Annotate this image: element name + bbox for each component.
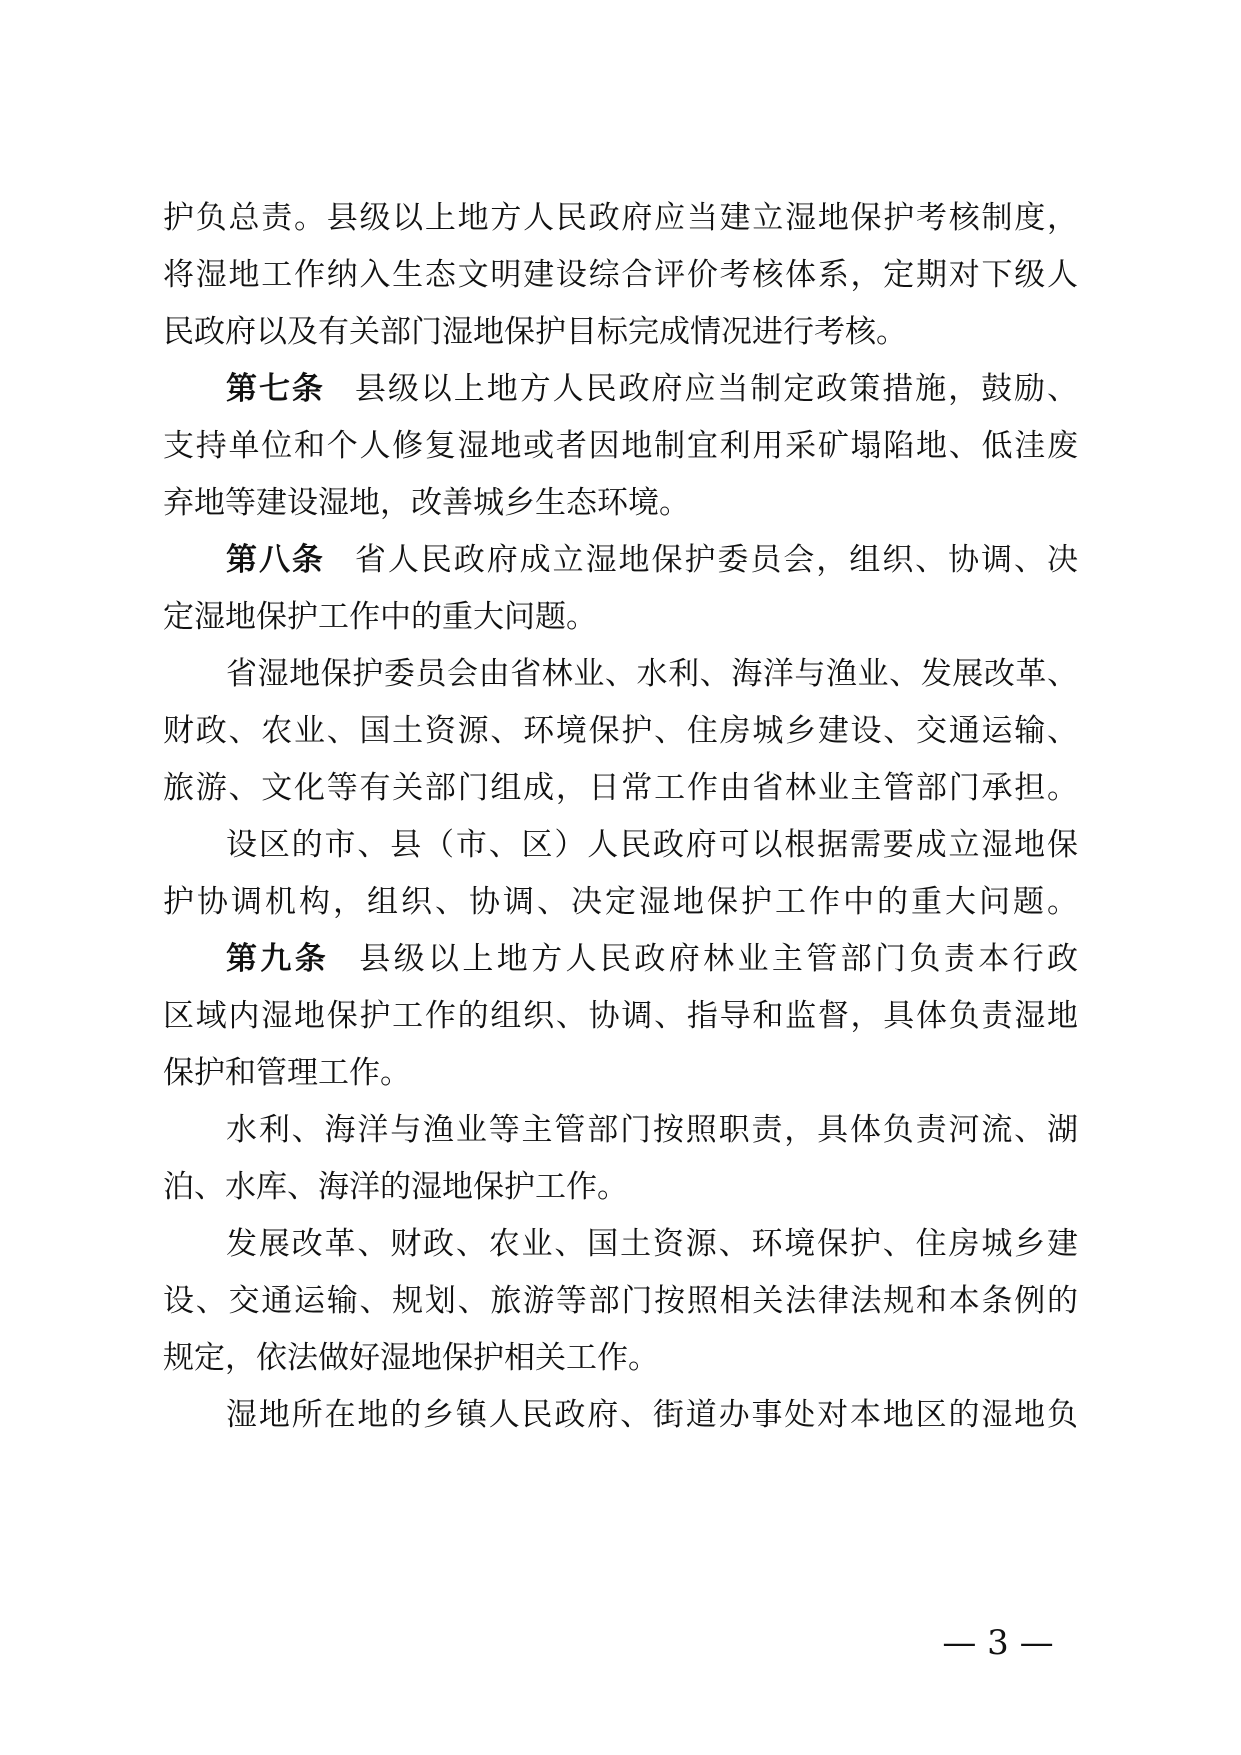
text-line: 水利、海洋与渔业等主管部门按照职责，具体负责河流、湖 bbox=[226, 1112, 1078, 1148]
text-line: 发展改革、财政、农业、国土资源、环境保护、住房城乡建 bbox=[226, 1226, 1078, 1262]
text-line: 设、交通运输、规划、旅游等部门按照相关法律法规和本条例的 bbox=[163, 1283, 1078, 1319]
text-line: 省湿地保护委员会由省林业、水利、海洋与渔业、发展改革、 bbox=[226, 656, 1078, 692]
text-line: 护负总责。县级以上地方人民政府应当建立湿地保护考核制度， bbox=[163, 200, 1078, 236]
text-line: 弃地等建设湿地，改善城乡生态环境。 bbox=[163, 485, 690, 521]
text-line: 定湿地保护工作中的重大问题。 bbox=[163, 599, 597, 635]
article-9-line: 第九条 县级以上地方人民政府林业主管部门负责本行政 bbox=[226, 941, 1079, 977]
article-8-line: 第八条 省人民政府成立湿地保护委员会，组织、协调、决 bbox=[226, 542, 1078, 578]
text-line: 设区的市、县（市、区）人民政府可以根据需要成立湿地保 bbox=[226, 827, 1078, 863]
article-7-line: 第七条 县级以上地方人民政府应当制定政策措施，鼓励、 bbox=[226, 371, 1078, 407]
article-7-heading: 第七条 bbox=[226, 371, 325, 407]
text-line: 民政府以及有关部门湿地保护目标完成情况进行考核。 bbox=[163, 314, 907, 350]
text-line: 将湿地工作纳入生态文明建设综合评价考核体系，定期对下级人 bbox=[163, 257, 1078, 293]
article-9-heading: 第九条 bbox=[226, 941, 330, 977]
text-line: 护协调机构，组织、协调、决定湿地保护工作中的重大问题。 bbox=[163, 884, 1078, 920]
article-8-heading: 第八条 bbox=[226, 542, 325, 578]
page-number: — 3 — bbox=[942, 1623, 1054, 1663]
text-line: 旅游、文化等有关部门组成，日常工作由省林业主管部门承担。 bbox=[163, 770, 1078, 806]
text-line: 保护和管理工作。 bbox=[163, 1055, 411, 1091]
text-line: 规定，依法做好湿地保护相关工作。 bbox=[163, 1340, 659, 1376]
text-line: 区域内湿地保护工作的组织、协调、指导和监督，具体负责湿地 bbox=[163, 998, 1078, 1034]
text-line: 财政、农业、国土资源、环境保护、住房城乡建设、交通运输、 bbox=[163, 713, 1078, 749]
text-line: 泊、水库、海洋的湿地保护工作。 bbox=[163, 1169, 628, 1205]
text-line: 支持单位和个人修复湿地或者因地制宜利用采矿塌陷地、低洼废 bbox=[163, 428, 1078, 464]
text-line: 湿地所在地的乡镇人民政府、街道办事处对本地区的湿地负 bbox=[226, 1397, 1078, 1433]
